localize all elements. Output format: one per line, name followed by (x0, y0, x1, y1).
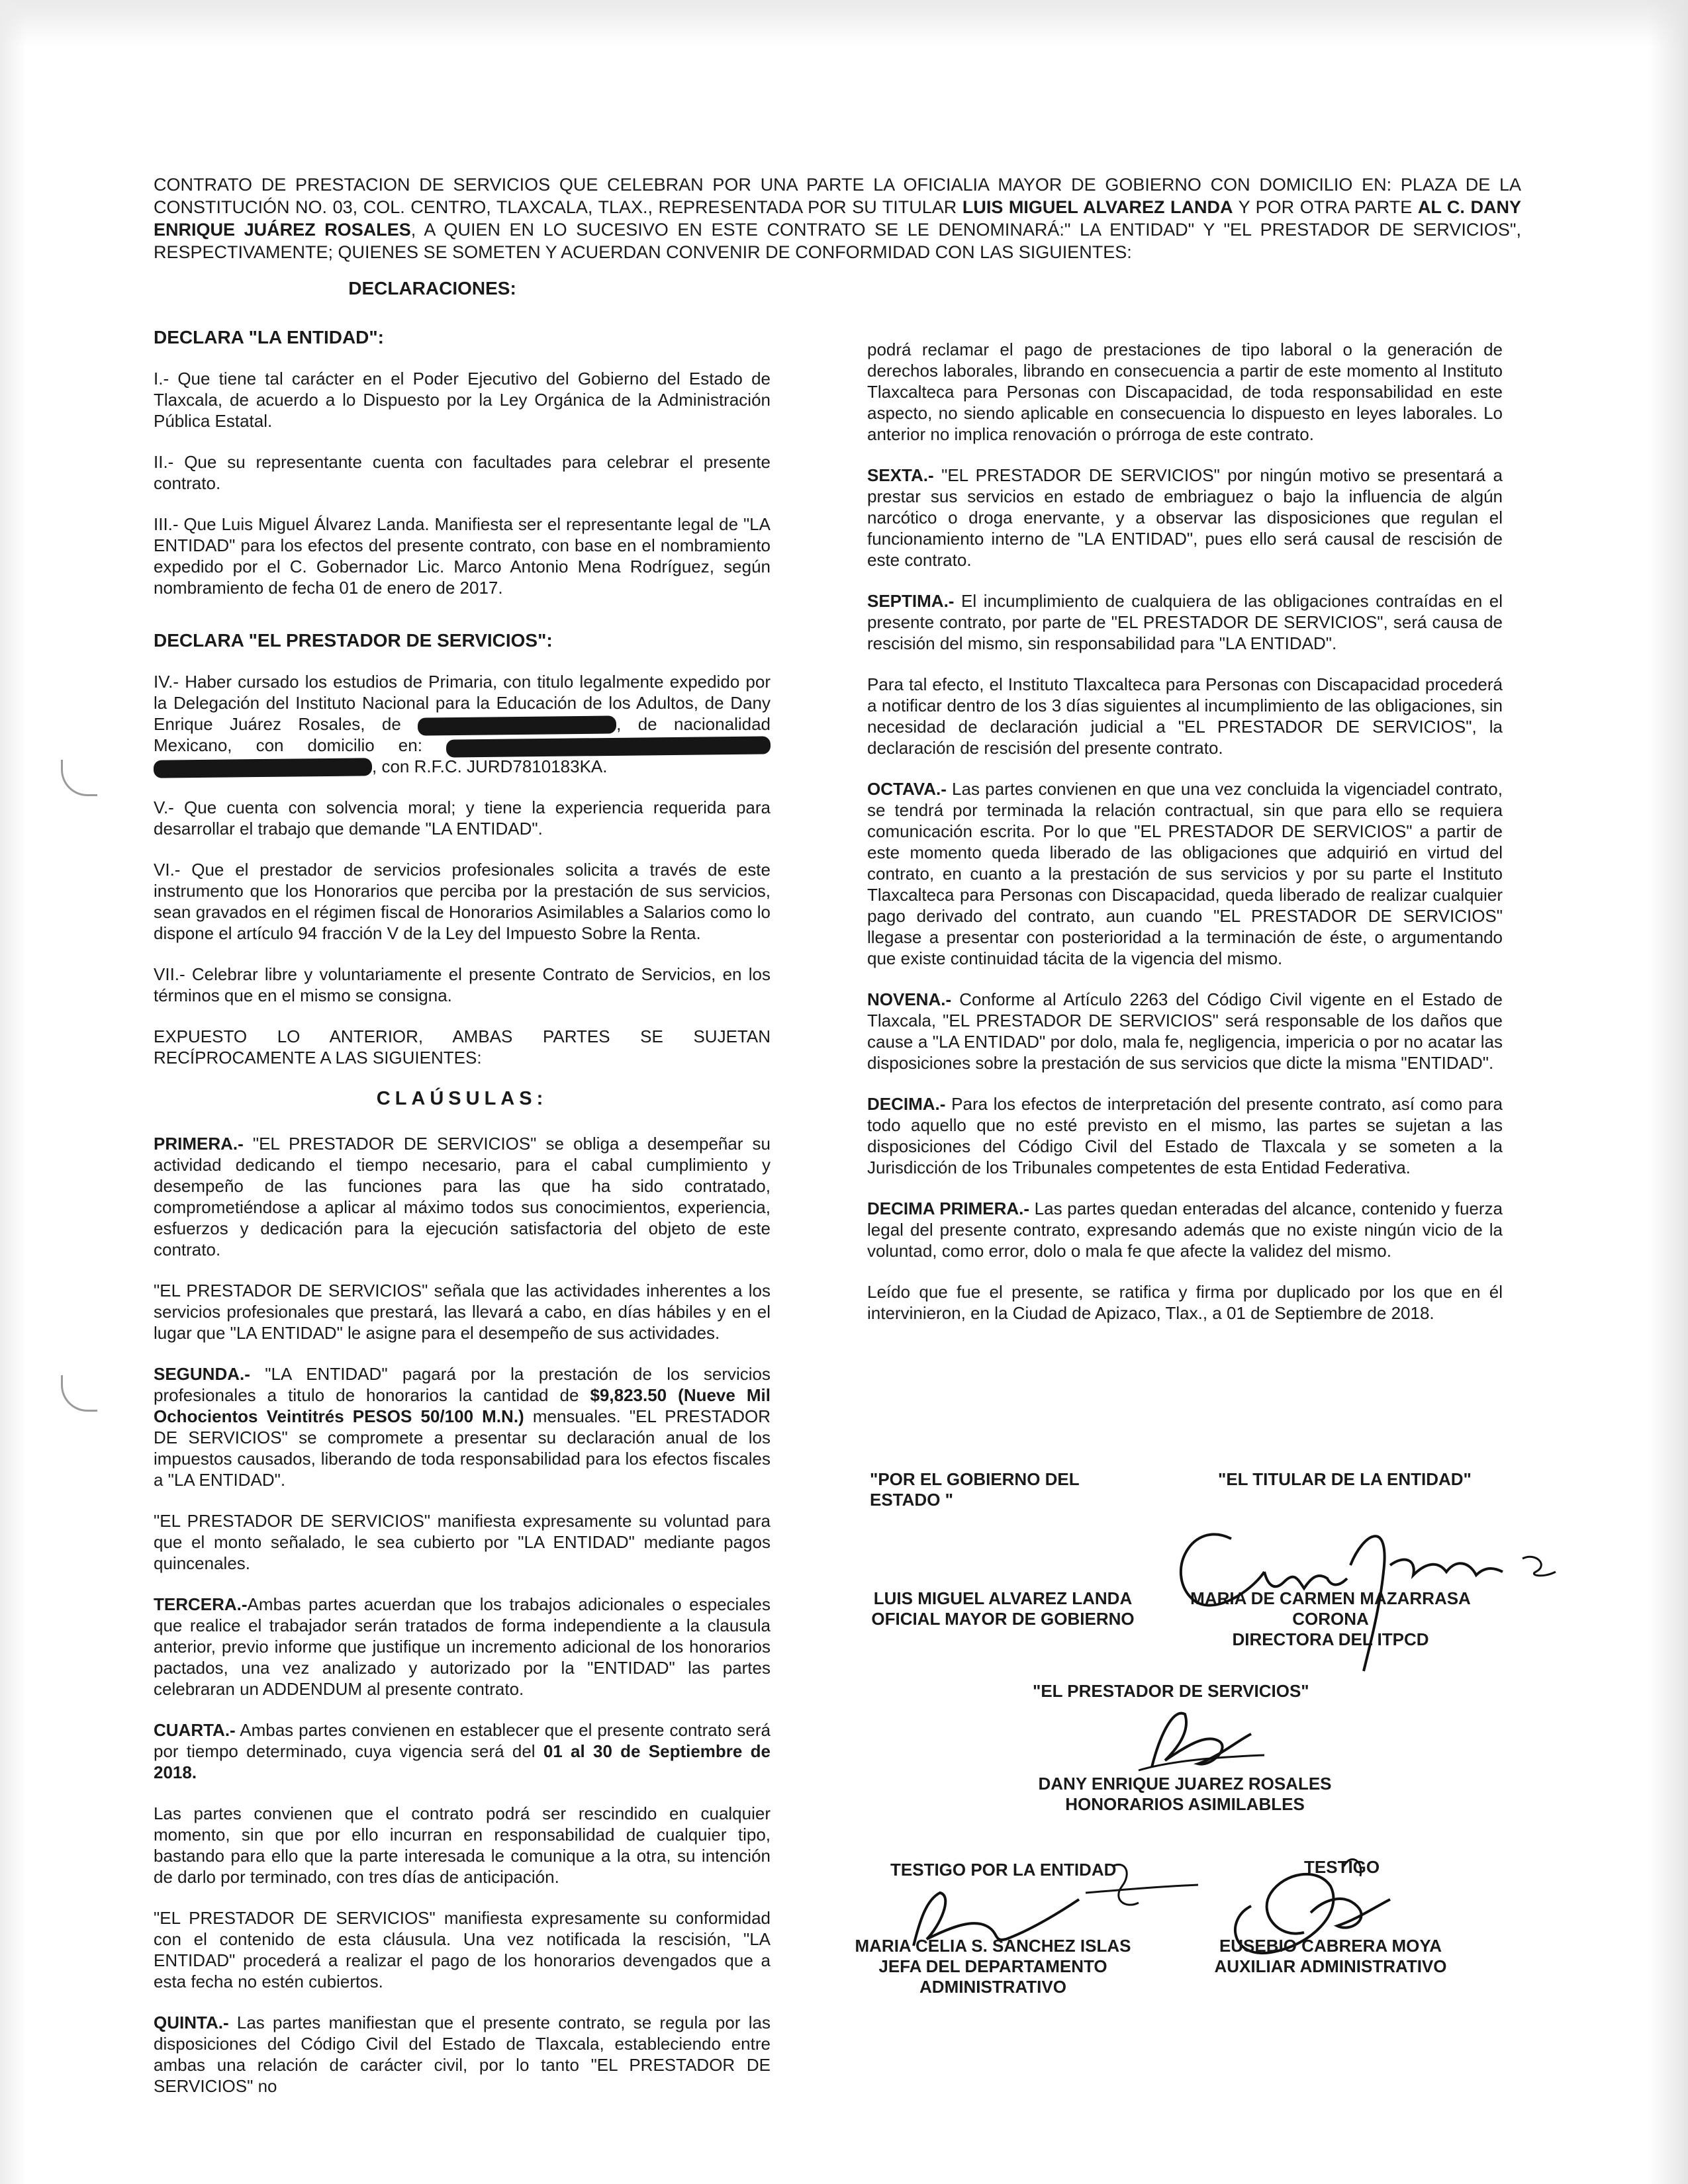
clause-sexta (867, 465, 1503, 570)
titular-signature-heading: "EL TITULAR DE LA ENTIDAD" (1218, 1469, 1472, 1489)
declara-prestador-heading: DECLARA "EL PRESTADOR DE SERVICIOS": (154, 630, 553, 651)
clause-decima (867, 1093, 1503, 1178)
clause-novena (867, 989, 1503, 1073)
quinta-continuation: podrá reclamar el pago de prestaciones de tipo laboral o la generación de derechos laborales, librando en consecuencia a partir de este momento al Instituto Tlaxcalteca para Personas con Discapacidad, de toda responsabilidad en este aspecto, no siendo aplicable en consecuencia lo dispuesto en leyes laborales. Lo anterior no implica renovación o prórroga de este contrato. (867, 340, 1503, 444)
declaration-vii: VII.- Celebrar libre y voluntariamente el presente Contrato de Servicios, en los términos que en el mismo se consigna. (154, 964, 771, 1005)
signer-name: DANY ENRIQUE JUAREZ ROSALES (1038, 1774, 1332, 1794)
clause-tercera (154, 1594, 771, 1700)
declara-entidad-heading: DECLARA "LA ENTIDAD": (154, 327, 385, 347)
clause-segunda (154, 1363, 771, 1490)
clause-label: OCTAVA.- (867, 779, 947, 799)
payment-amount: $9,823.50 (Nueve Mil Ochocientos Veintitrés PESOS 50/100 M.N.) (154, 1385, 771, 1426)
expuesto-paragraph: EXPUESTO LO ANTERIOR, AMBAS PARTES SE SUJETAN RECÍPROCAMENTE A LAS SIGUIENTES: (154, 1026, 771, 1068)
clause-label: DECIMA.- (867, 1094, 946, 1114)
margin-mark (61, 760, 97, 796)
clause-cuarta (154, 1719, 771, 1783)
clause-decima-primera (867, 1198, 1503, 1261)
clausulas-title: CLAÚSULAS: (376, 1088, 548, 1109)
clause-text: Las partes manifiestan que el presente contrato, se regula por las disposiciones del Código Civil del Estado de Tlaxcala, estableciendo entre ambas una relación de carácter civil, por lo tanto "EL PRESTADOR DE SERVICIOS" no (154, 2013, 771, 2096)
scan-shadow-left (0, 0, 26, 2184)
clause-text: Las partes convienen en que una vez concluida la vigenciadel contrato, se tendrá por terminada la relación contractual, sin que para ello se requiera comunicación escrita. Por lo que "EL PRESTADOR DE SERVICIOS" a partir de este momento queda liberado de las obligaciones que adquirió en virtud del contrato, en cuanto a la prestación de sus servicios y por su parte el Instituto Tlaxcalteca para Personas con Discapacidad, queda liberado de realizar cualquier pago derivado del contrato, aun cuando "EL PRESTADOR DE SERVICIOS" llegase a presentar con posterioridad a la terminación de éste, o argumentando que existe continuidad tácita de la vigencia del mismo. (867, 779, 1503, 968)
clause-label: DECIMA PRIMERA.- (867, 1199, 1030, 1218)
testigo2-signature-block (1205, 1936, 1456, 1977)
titular-name: LUIS MIGUEL ALVAREZ LANDA (962, 197, 1233, 217)
signer-title: AUXILIAR ADMINISTRATIVO (1214, 1956, 1447, 1976)
signer-title: ADMINISTRATIVO (919, 1977, 1066, 1997)
signer-name: CORONA (1292, 1609, 1369, 1629)
declaration-iv-text: , de nacionalidad Mexicano, con domicilio en: (154, 714, 771, 755)
signer-title: OFICIAL MAYOR DE GOBIERNO (871, 1609, 1135, 1629)
intro-text: CONTRATO DE PRESTACION DE SERVICIOS QUE CELEBRAN POR UNA PARTE LA OFICIALIA MAYOR DE GOBIERNO CON DOMICILIO EN: PLAZA DE LA CONSTITUCIÓN NO. 03, COL. CENTRO, TLAXCALA, TLAX., REPRESENTADA POR SU TITULAR (154, 175, 1521, 217)
intro-text: , A QUIEN EN LO SUCESIVO EN ESTE CONTRATO SE LE DENOMINARÁ:" LA ENTIDAD" Y "EL PRESTADOR DE SERVICIOS", RESPECTIVAMENTE; QUIENES SE SOMETEN Y ACUERDAN CONVENIR DE CONFORMIDAD CON LAS SIGUIENTES: (154, 220, 1521, 262)
gobierno-signature-heading: "POR EL GOBIERNO DEL ESTADO " (870, 1469, 1080, 1510)
clause-primera (154, 1133, 771, 1260)
declaration-iv-text: IV.- Haber cursado los estudios de Primaria, con titulo legalmente expedido por la Delegación del Instituto Nacional para la Educación de los Adultos, de Dany Enrique Juárez Rosales, de (154, 672, 771, 734)
clause-cuarta-note-2: "EL PRESTADOR DE SERVICIOS" manifiesta expresamente su conformidad con el contenido de esta cláusula. Una vez notificada la rescisión, "LA ENTIDAD" procederá a realizar el pago de los honorarios devengados que a esta fecha no estén cubiertos. (154, 1908, 771, 1991)
clause-text: Ambas partes convienen en establecer que el presente contrato será por tiempo determinado, cuya vigencia será del (154, 1720, 771, 1761)
clause-label: TERCERA.- (154, 1594, 248, 1614)
prestador-signature-heading: "EL PRESTADOR DE SERVICIOS" (1033, 1681, 1309, 1701)
clause-label: NOVENA.- (867, 989, 952, 1009)
scan-shadow-top (0, 0, 1688, 46)
prestador-signature-block (1019, 1774, 1350, 1815)
clause-segunda-note: "EL PRESTADOR DE SERVICIOS" manifiesta expresamente su voluntad para que el monto señalado, le sea cubierto por "LA ENTIDAD" mediante pagos quincenales. (154, 1511, 771, 1573)
declaration-iv (154, 671, 771, 777)
signer-name: EUSEBIO CABRERA MOYA (1219, 1936, 1442, 1956)
right-column (867, 339, 1503, 1343)
testigo1-signature-block (854, 1936, 1132, 1997)
left-column (154, 278, 771, 2116)
clause-label: SEPTIMA.- (867, 591, 955, 611)
clause-text: Ambas partes acuerdan que los trabajos adicionales o especiales que realice el trabajador serán tratados de forma independiente a la clausula anterior, previo informe que justifique un incremento adicional de los honorarios pactados, una vez analizado y autorizado por la "ENTIDAD" las partes celebraran un ADDENDUM al presente contrato. (154, 1594, 771, 1699)
clause-label: CUARTA.- (154, 1720, 236, 1740)
declaration-v: V.- Que cuenta con solvencia moral; y tiene la experiencia requerida para desarrollar el trabajo que demande "LA ENTIDAD". (154, 797, 771, 839)
declaration-i: I.- Que tiene tal carácter en el Poder Ejecutivo del Gobierno del Estado de Tlaxcala, de acuerdo a lo Dispuesto por la Ley Orgánica de la Administración Pública Estatal. (154, 369, 771, 431)
clause-text: El incumplimiento de cualquiera de las obligaciones contraídas en el presente contrato, por parte de "EL PRESTADOR DE SERVICIOS", será causa de rescisión del mismo, sin responsabilidad para "LA ENTIDAD". (867, 591, 1503, 653)
declaraciones-title: DECLARACIONES: (348, 278, 516, 298)
redaction-bar (418, 715, 616, 735)
testigo-entidad-heading: TESTIGO POR LA ENTIDAD (890, 1860, 1117, 1880)
clause-label: SEGUNDA.- (154, 1364, 250, 1384)
oficial-signature-block (861, 1588, 1145, 1629)
clause-text: "EL PRESTADOR DE SERVICIOS" por ningún motivo se presentará a prestar sus servicios en estado de embriaguez o bajo la influencia de algún narcótico o droga enervante, y a observar las disposiciones que regulan el funcionamiento interno de "LA ENTIDAD", pues ello será causal de rescisión de este contrato. (867, 465, 1503, 570)
signer-title: DIRECTORA DEL ITPCD (1232, 1629, 1429, 1649)
declaration-iii: III.- Que Luis Miguel Álvarez Landa. Manifiesta ser el representante legal de "LA ENTIDAD" para los efectos del presente contrato, con base en el nombramiento expedido por el C. Gobernador Lic. Marco Antonio Mena Rodríguez, según nombramiento de fecha 01 de enero de 2017. (154, 514, 771, 598)
clause-label: QUINTA.- (154, 2013, 229, 2032)
signer-title: JEFA DEL DEPARTAMENTO (878, 1956, 1107, 1976)
declaration-iv-text: , con R.F.C. JURD7810183KA. (372, 756, 608, 776)
clause-primera-note: "EL PRESTADOR DE SERVICIOS" señala que las actividades inherentes a los servicios profesionales que prestará, las llevará a cabo, en días hábiles y en el lugar que "LA ENTIDAD" le asigne para el desempeño de sus actividades. (154, 1281, 771, 1343)
prestador-name: AL C. DANY ENRIQUE JUÁREZ ROSALES (154, 197, 1521, 240)
closing-paragraph: Leído que fue el presente, se ratifica y firma por duplicado por los que en él intervinieron, en la Ciudad de Apizaco, Tlax., a 01 de Septiembre de 2018. (867, 1282, 1503, 1323)
redaction-bar (154, 758, 372, 778)
declaration-ii: II.- Que su representante cuenta con facultades para celebrar el presente contrato. (154, 452, 771, 493)
clause-label: SEXTA.- (867, 465, 934, 485)
clause-text: Conforme al Artículo 2263 del Código Civil vigente en el Estado de Tlaxcala, "EL PRESTADOR DE SERVICIOS" será responsable de los daños que cause a "LA ENTIDAD" por dolo, mala fe, negligencia, impericia o por no acatar las disposiciones sobre la prestación de sus servicios que dicte la misma "ENTIDAD". (867, 989, 1503, 1073)
clause-text: Las partes quedan enteradas del alcance, contenido y fuerza legal del presente contrato, expresando además que no existe ningún vicio de la voluntad, como error, dolo o mala fe que afecte la validez del mismo. (867, 1199, 1503, 1261)
clause-text: "LA ENTIDAD" pagará por la prestación de los servicios profesionales a titulo de honorarios la cantidad de (154, 1364, 771, 1405)
testigo-heading: TESTIGO (1304, 1857, 1380, 1877)
prestador-handwritten-signature (1125, 1694, 1271, 1780)
directora-handwritten-signature (1152, 1492, 1562, 1678)
contract-intro (154, 173, 1521, 263)
clause-cuarta-note-1: Las partes convienen que el contrato podrá ser rescindido en cualquier momento, sin que por ello incurran en responsabilidad de cualquier tipo, bastando para ello que la parte interesada le comunique a la otra, su intención de darlo por terminado, con tres días de anticipación. (154, 1803, 771, 1887)
intro-text: Y POR OTRA PARTE (1233, 197, 1418, 217)
clause-text: "EL PRESTADOR DE SERVICIOS" se obliga a desempeñar su actividad dedicando el tiempo necesario, para el cabal cumplimiento y desempeño de las funciones para las que ha sido contratado, comprometiéndose a aplicar al máximo todos sus conocimientos, experiencia, esfuerzos y dedicación para la ejecución satisfactoria del objeto de este contrato. (154, 1134, 771, 1259)
clause-quinta (154, 2012, 771, 2097)
clause-septima (867, 590, 1503, 654)
clause-septima-note: Para tal efecto, el Instituto Tlaxcalteca para Personas con Discapacidad procederá a notificar dentro de los 3 días siguientes al incumplimiento de las obligaciones, sin necesidad de declaración judicial a "EL PRESTADOR DE SERVICIOS", la declaración de rescisión del presente contrato. (867, 674, 1503, 758)
clause-octava (867, 778, 1503, 969)
clause-text: Para los efectos de interpretación del presente contrato, así como para todo aquello que no esté previsto en el mismo, las partes se sujetan a las disposiciones del Código Civil del Estado de Tlaxcala y se someten a la Jurisdicción de los Tribunales competentes de esta Entidad Federativa. (867, 1094, 1503, 1177)
directora-signature-block (1178, 1588, 1483, 1650)
scan-shadow-right (1648, 0, 1688, 2184)
clause-text: mensuales. "EL PRESTADOR DE SERVICIOS" se compromete a presentar su declaración anual de los impuestos causados, liberando de toda responsabilidad para los efectos fiscales a "LA ENTIDAD". (154, 1406, 771, 1490)
signer-title: HONORARIOS ASIMILABLES (1065, 1794, 1305, 1814)
signer-name: LUIS MIGUEL ALVAREZ LANDA (873, 1588, 1133, 1608)
signer-name: MARIA CELIA S. SANCHEZ ISLAS (855, 1936, 1131, 1956)
signer-name: MARIA DE CARMEN MAZARRASA (1190, 1588, 1471, 1608)
contract-dates: 01 al 30 de Septiembre de 2018. (154, 1741, 771, 1782)
margin-mark (61, 1375, 97, 1412)
redaction-bar (446, 736, 771, 757)
clause-label: PRIMERA.- (154, 1134, 244, 1154)
declaration-vi: VI.- Que el prestador de servicios profesionales solicita a través de este instrumento que los Honorarios que perciba por la prestación de sus servicios, sean gravados en el régimen fiscal de Honorarios Asimilables a Salarios como lo dispone el artículo 94 fracción V de la Ley del Impuesto Sobre la Renta. (154, 860, 771, 943)
